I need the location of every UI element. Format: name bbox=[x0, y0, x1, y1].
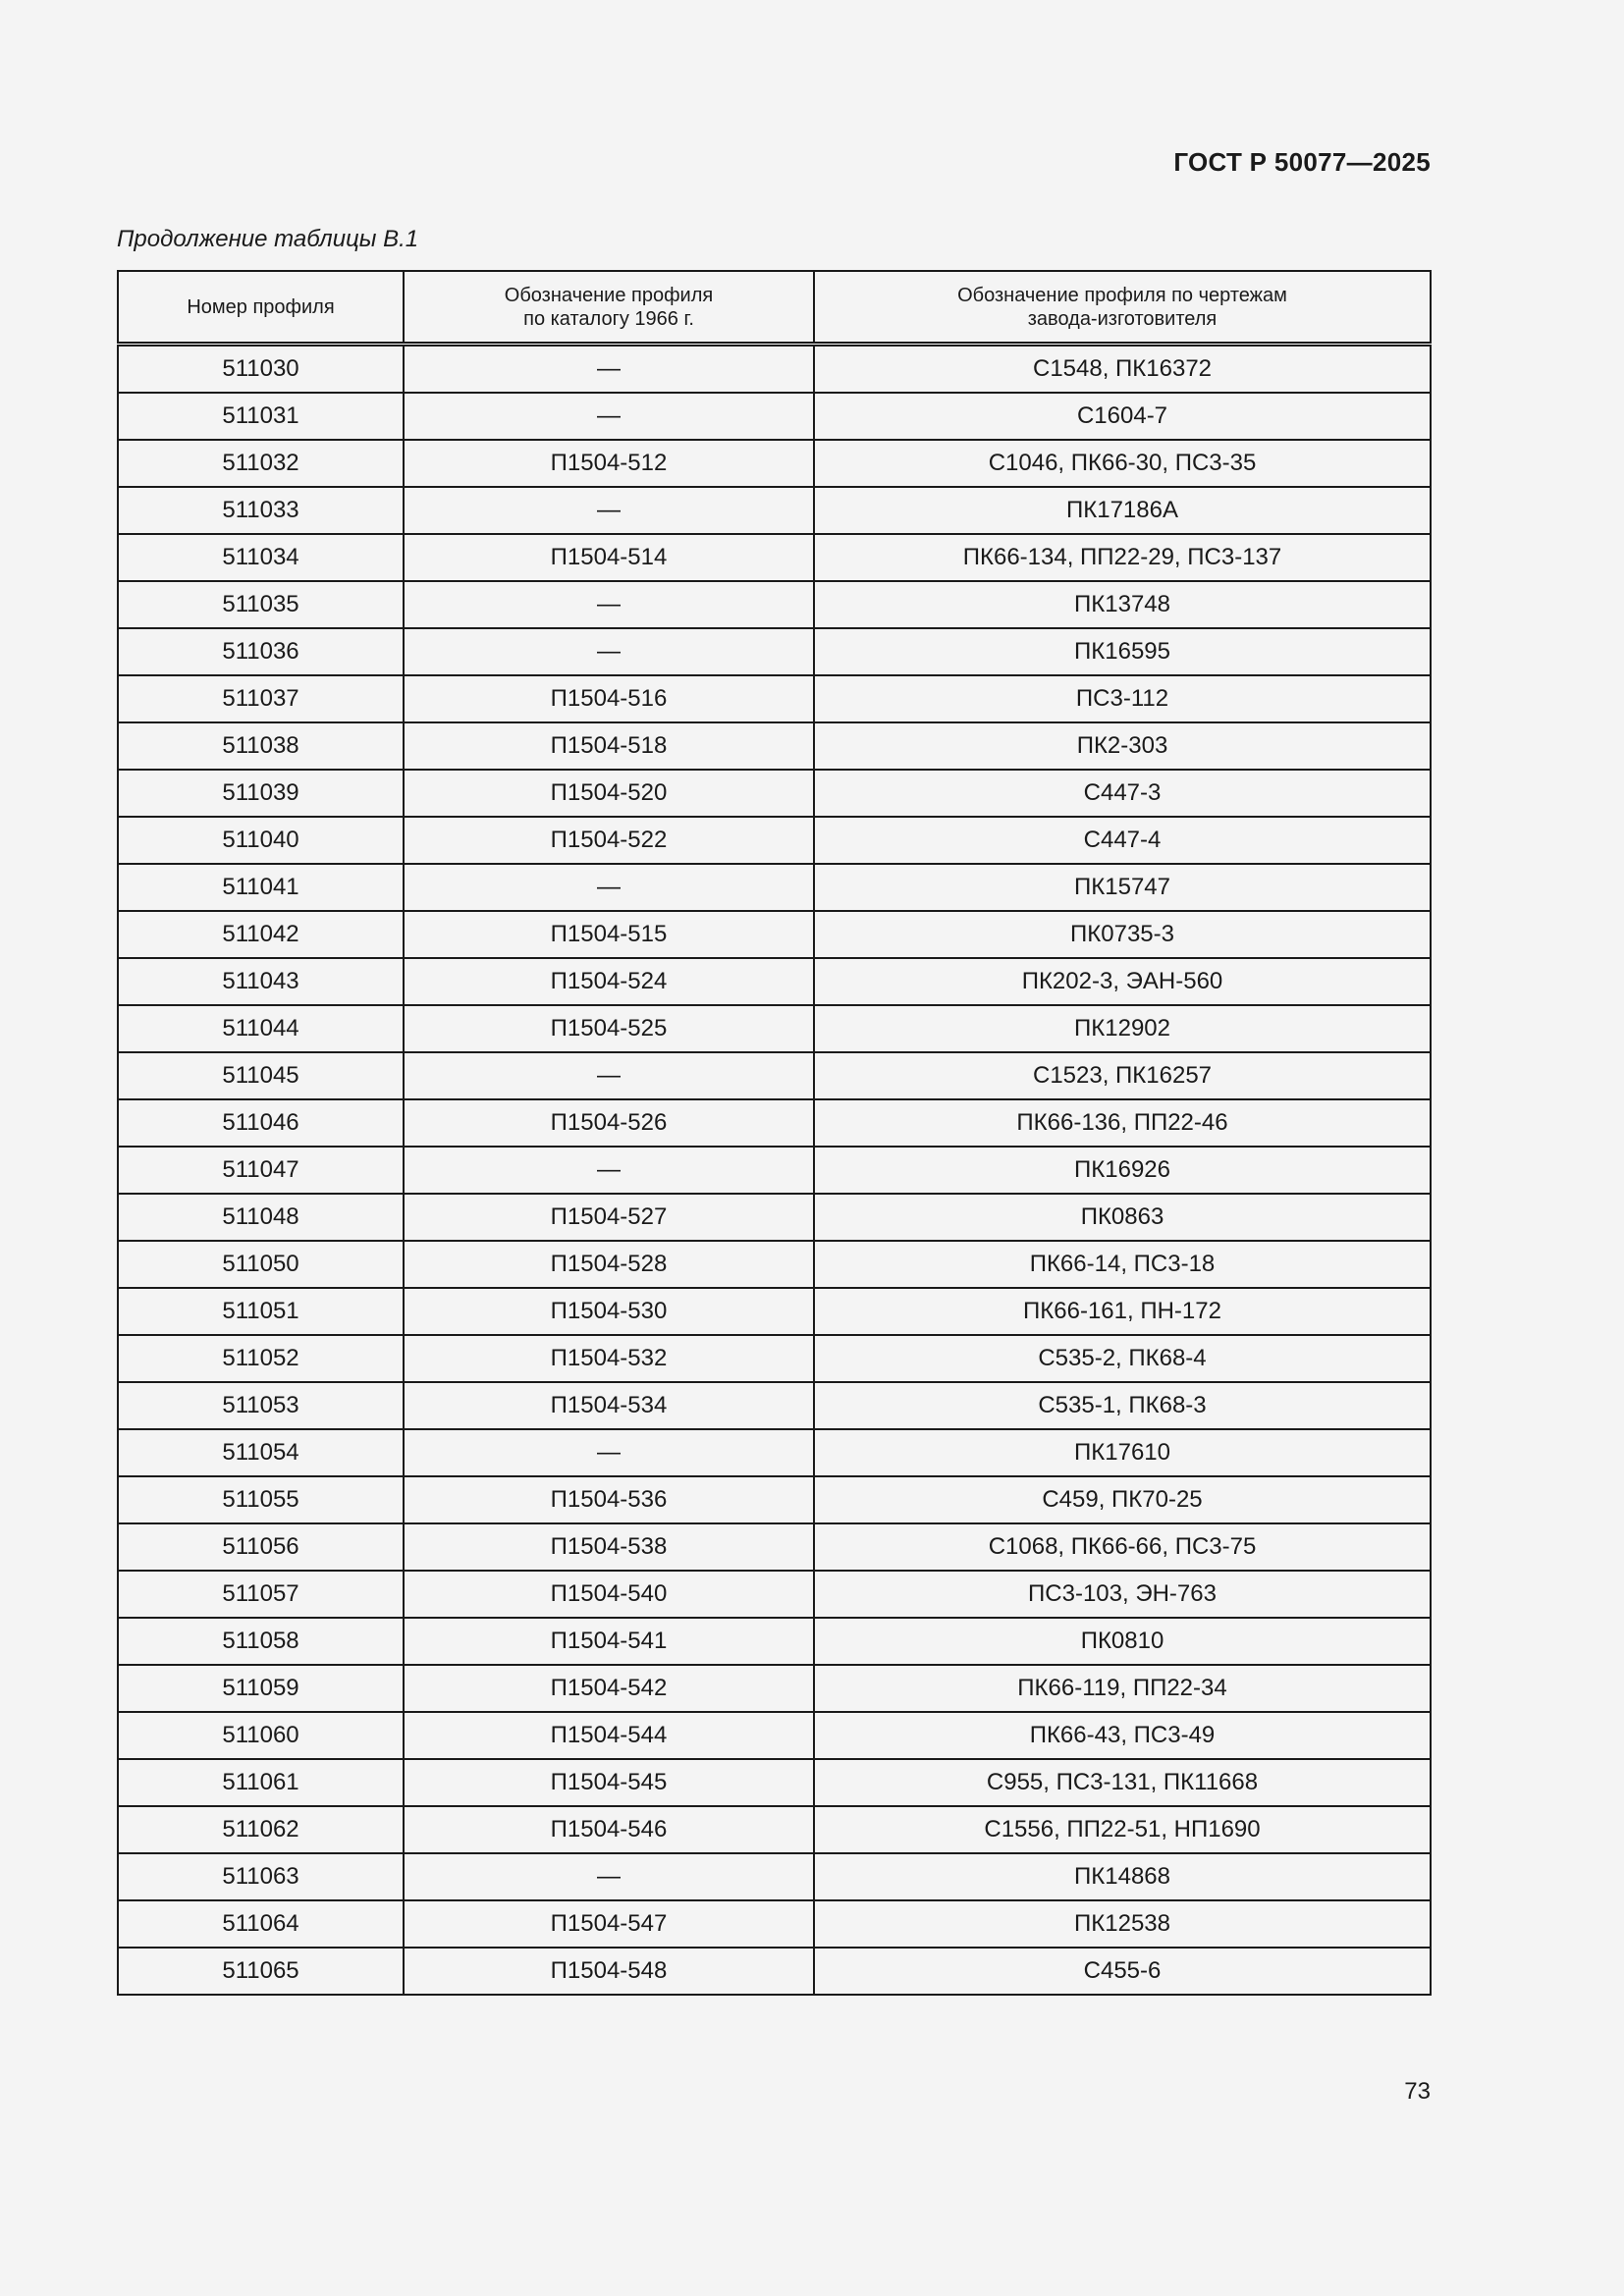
table-row bbox=[118, 1476, 1431, 1523]
table-caption: Продолжение таблицы В.1 bbox=[117, 226, 419, 252]
table-row bbox=[118, 1241, 1431, 1288]
table-row bbox=[118, 487, 1431, 534]
cell-catalog-designation: П1504-530 bbox=[404, 1288, 814, 1335]
header-line: Номер профиля bbox=[187, 295, 335, 318]
cell-catalog-designation: П1504-536 bbox=[404, 1476, 814, 1523]
table-row bbox=[118, 1382, 1431, 1429]
cell-catalog-designation: — bbox=[404, 345, 814, 394]
page-number: 73 bbox=[1404, 2078, 1431, 2105]
cell-profile-number: 511048 bbox=[118, 1194, 404, 1241]
cell-profile-number: 511045 bbox=[118, 1052, 404, 1099]
cell-catalog-designation: П1504-528 bbox=[404, 1241, 814, 1288]
cell-catalog-designation: П1504-525 bbox=[404, 1005, 814, 1052]
cell-profile-number: 511039 bbox=[118, 770, 404, 817]
cell-factory-designation: С1548, ПК16372 bbox=[814, 345, 1431, 394]
cell-profile-number: 511065 bbox=[118, 1948, 404, 1995]
cell-factory-designation: ПК0810 bbox=[814, 1618, 1431, 1665]
cell-catalog-designation: П1504-527 bbox=[404, 1194, 814, 1241]
cell-factory-designation: ПК12538 bbox=[814, 1900, 1431, 1948]
cell-factory-designation: ПК12902 bbox=[814, 1005, 1431, 1052]
cell-catalog-designation: П1504-532 bbox=[404, 1335, 814, 1382]
cell-profile-number: 511041 bbox=[118, 864, 404, 911]
cell-profile-number: 511042 bbox=[118, 911, 404, 958]
cell-catalog-designation: П1504-520 bbox=[404, 770, 814, 817]
cell-catalog-designation: П1504-518 bbox=[404, 722, 814, 770]
table-row bbox=[118, 1853, 1431, 1900]
cell-profile-number: 511037 bbox=[118, 675, 404, 722]
cell-profile-number: 511062 bbox=[118, 1806, 404, 1853]
cell-factory-designation: ПК202-3, ЭАН-560 bbox=[814, 958, 1431, 1005]
cell-factory-designation: С459, ПК70-25 bbox=[814, 1476, 1431, 1523]
cell-profile-number: 511044 bbox=[118, 1005, 404, 1052]
cell-catalog-designation: П1504-515 bbox=[404, 911, 814, 958]
cell-catalog-designation: П1504-514 bbox=[404, 534, 814, 581]
cell-factory-designation: С1523, ПК16257 bbox=[814, 1052, 1431, 1099]
header-line: завода-изготовителя bbox=[1027, 307, 1218, 330]
cell-factory-designation: ПС3-103, ЭН-763 bbox=[814, 1571, 1431, 1618]
cell-profile-number: 511051 bbox=[118, 1288, 404, 1335]
table-row bbox=[118, 958, 1431, 1005]
cell-profile-number: 511064 bbox=[118, 1900, 404, 1948]
cell-factory-designation: С955, ПС3-131, ПК11668 bbox=[814, 1759, 1431, 1806]
cell-catalog-designation: — bbox=[404, 864, 814, 911]
cell-profile-number: 511057 bbox=[118, 1571, 404, 1618]
cell-catalog-designation: П1504-546 bbox=[404, 1806, 814, 1853]
profile-table bbox=[117, 270, 1432, 1996]
table-row bbox=[118, 1759, 1431, 1806]
cell-catalog-designation: — bbox=[404, 393, 814, 440]
cell-profile-number: 511040 bbox=[118, 817, 404, 864]
cell-profile-number: 511034 bbox=[118, 534, 404, 581]
cell-factory-designation: ПК16926 bbox=[814, 1147, 1431, 1194]
cell-catalog-designation: П1504-516 bbox=[404, 675, 814, 722]
cell-catalog-designation: П1504-545 bbox=[404, 1759, 814, 1806]
table-row bbox=[118, 628, 1431, 675]
table-row bbox=[118, 1523, 1431, 1571]
table-header-row bbox=[118, 271, 1431, 345]
table-row bbox=[118, 675, 1431, 722]
cell-factory-designation: С535-2, ПК68-4 bbox=[814, 1335, 1431, 1382]
table-row bbox=[118, 911, 1431, 958]
column-header-profile-number bbox=[118, 271, 404, 345]
cell-profile-number: 511061 bbox=[118, 1759, 404, 1806]
table-row bbox=[118, 1005, 1431, 1052]
cell-factory-designation: С1068, ПК66-66, ПС3-75 bbox=[814, 1523, 1431, 1571]
cell-factory-designation: ПК15747 bbox=[814, 864, 1431, 911]
table-row bbox=[118, 1288, 1431, 1335]
cell-catalog-designation: П1504-542 bbox=[404, 1665, 814, 1712]
table-row bbox=[118, 1900, 1431, 1948]
cell-catalog-designation: П1504-544 bbox=[404, 1712, 814, 1759]
cell-profile-number: 511055 bbox=[118, 1476, 404, 1523]
cell-factory-designation: ПК13748 bbox=[814, 581, 1431, 628]
cell-profile-number: 511035 bbox=[118, 581, 404, 628]
cell-factory-designation: ПК0735-3 bbox=[814, 911, 1431, 958]
cell-catalog-designation: — bbox=[404, 1853, 814, 1900]
cell-profile-number: 511056 bbox=[118, 1523, 404, 1571]
cell-profile-number: 511058 bbox=[118, 1618, 404, 1665]
cell-factory-designation: С455-6 bbox=[814, 1948, 1431, 1995]
header-line: Обозначение профиля по чертежам bbox=[957, 284, 1287, 306]
cell-factory-designation: ПК66-134, ПП22-29, ПС3-137 bbox=[814, 534, 1431, 581]
cell-factory-designation: ПК66-136, ПП22-46 bbox=[814, 1099, 1431, 1147]
cell-profile-number: 511038 bbox=[118, 722, 404, 770]
cell-profile-number: 511052 bbox=[118, 1335, 404, 1382]
cell-factory-designation: ПК17610 bbox=[814, 1429, 1431, 1476]
cell-profile-number: 511063 bbox=[118, 1853, 404, 1900]
table-body bbox=[118, 345, 1431, 1996]
table-row bbox=[118, 393, 1431, 440]
cell-catalog-designation: П1504-548 bbox=[404, 1948, 814, 1995]
cell-profile-number: 511031 bbox=[118, 393, 404, 440]
cell-factory-designation: ПК14868 bbox=[814, 1853, 1431, 1900]
cell-catalog-designation: — bbox=[404, 581, 814, 628]
table-row bbox=[118, 581, 1431, 628]
document-header: ГОСТ Р 50077—2025 bbox=[1173, 147, 1431, 177]
table-row bbox=[118, 1712, 1431, 1759]
column-header-factory-designation bbox=[814, 271, 1431, 345]
table-row bbox=[118, 1335, 1431, 1382]
cell-profile-number: 511046 bbox=[118, 1099, 404, 1147]
table-row bbox=[118, 770, 1431, 817]
cell-catalog-designation: П1504-522 bbox=[404, 817, 814, 864]
cell-catalog-designation: П1504-534 bbox=[404, 1382, 814, 1429]
table-row bbox=[118, 1194, 1431, 1241]
cell-catalog-designation: П1504-541 bbox=[404, 1618, 814, 1665]
cell-catalog-designation: П1504-524 bbox=[404, 958, 814, 1005]
cell-catalog-designation: — bbox=[404, 1429, 814, 1476]
cell-catalog-designation: — bbox=[404, 628, 814, 675]
cell-factory-designation: С447-4 bbox=[814, 817, 1431, 864]
cell-catalog-designation: — bbox=[404, 1052, 814, 1099]
table-row bbox=[118, 1618, 1431, 1665]
cell-factory-designation: С535-1, ПК68-3 bbox=[814, 1382, 1431, 1429]
cell-catalog-designation: П1504-540 bbox=[404, 1571, 814, 1618]
cell-profile-number: 511047 bbox=[118, 1147, 404, 1194]
cell-factory-designation: С1046, ПК66-30, ПС3-35 bbox=[814, 440, 1431, 487]
column-header-catalog-designation bbox=[404, 271, 814, 345]
table-row bbox=[118, 817, 1431, 864]
cell-factory-designation: ПК0863 bbox=[814, 1194, 1431, 1241]
cell-profile-number: 511030 bbox=[118, 345, 404, 394]
table-row bbox=[118, 1806, 1431, 1853]
cell-factory-designation: ПК2-303 bbox=[814, 722, 1431, 770]
table-row bbox=[118, 1052, 1431, 1099]
table-row bbox=[118, 1948, 1431, 1995]
table-row bbox=[118, 722, 1431, 770]
cell-profile-number: 511036 bbox=[118, 628, 404, 675]
cell-factory-designation: ПК66-43, ПС3-49 bbox=[814, 1712, 1431, 1759]
cell-profile-number: 511033 bbox=[118, 487, 404, 534]
cell-profile-number: 511053 bbox=[118, 1382, 404, 1429]
cell-profile-number: 511060 bbox=[118, 1712, 404, 1759]
cell-factory-designation: ПК66-14, ПС3-18 bbox=[814, 1241, 1431, 1288]
cell-factory-designation: ПК16595 bbox=[814, 628, 1431, 675]
table-row bbox=[118, 1571, 1431, 1618]
cell-factory-designation: С1556, ПП22-51, НП1690 bbox=[814, 1806, 1431, 1853]
cell-catalog-designation: П1504-547 bbox=[404, 1900, 814, 1948]
cell-factory-designation: ПС3-112 bbox=[814, 675, 1431, 722]
table-row bbox=[118, 1147, 1431, 1194]
cell-profile-number: 511043 bbox=[118, 958, 404, 1005]
table-row bbox=[118, 534, 1431, 581]
cell-catalog-designation: П1504-538 bbox=[404, 1523, 814, 1571]
cell-factory-designation: ПК66-119, ПП22-34 bbox=[814, 1665, 1431, 1712]
cell-factory-designation: ПК66-161, ПН-172 bbox=[814, 1288, 1431, 1335]
cell-catalog-designation: П1504-526 bbox=[404, 1099, 814, 1147]
cell-profile-number: 511059 bbox=[118, 1665, 404, 1712]
table-row bbox=[118, 440, 1431, 487]
cell-profile-number: 511054 bbox=[118, 1429, 404, 1476]
cell-profile-number: 511050 bbox=[118, 1241, 404, 1288]
cell-catalog-designation: — bbox=[404, 1147, 814, 1194]
cell-catalog-designation: П1504-512 bbox=[404, 440, 814, 487]
cell-factory-designation: ПК17186А bbox=[814, 487, 1431, 534]
cell-factory-designation: С447-3 bbox=[814, 770, 1431, 817]
table-row bbox=[118, 1665, 1431, 1712]
header-line: по каталогу 1966 г. bbox=[523, 307, 694, 330]
header-line: Обозначение профиля bbox=[504, 284, 714, 306]
cell-catalog-designation: — bbox=[404, 487, 814, 534]
table-row bbox=[118, 345, 1431, 394]
cell-factory-designation: С1604-7 bbox=[814, 393, 1431, 440]
table-row bbox=[118, 864, 1431, 911]
table-row bbox=[118, 1429, 1431, 1476]
table-row bbox=[118, 1099, 1431, 1147]
cell-profile-number: 511032 bbox=[118, 440, 404, 487]
